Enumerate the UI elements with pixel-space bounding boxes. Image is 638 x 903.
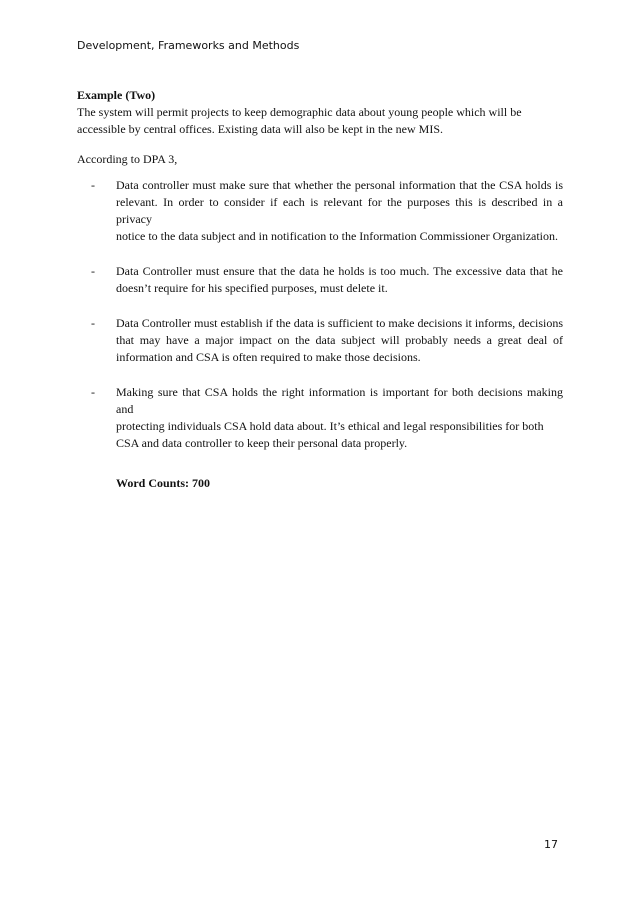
bullet-line: notice to the data subject and in notification to the Information Commissioner Organization.	[116, 229, 559, 243]
bullet-line: protecting individuals CSA hold data about. It’s ethical and legal responsibilities for both	[116, 419, 544, 433]
intro-paragraph	[77, 104, 562, 138]
bullet-line: doesn’t require for his specified purposes, must delete it.	[116, 281, 388, 295]
bullet-line: Making sure that CSA holds the right information is important for both decisions making and	[116, 385, 563, 416]
bullet-dash: -	[91, 264, 95, 278]
bullet-line: Data controller must make sure that whether the personal information that the CSA holds is	[116, 178, 563, 192]
intro-line: accessible by central offices. Existing data will also be kept in the new MIS.	[77, 122, 444, 136]
bullet-list	[91, 177, 563, 470]
bullet-item	[91, 384, 563, 452]
section-heading: Example (Two)	[77, 88, 156, 102]
word-count: Word Counts: 700	[116, 476, 211, 490]
bullet-line: relevant. In order to consider if each is relevant for the purposes this is described in a privacy	[116, 195, 563, 226]
bullet-line: CSA and data controller to keep their personal data properly.	[116, 436, 408, 450]
bullet-dash: -	[91, 385, 95, 399]
bullet-dash: -	[91, 316, 95, 330]
bullet-line: that may have a major impact on the data subject will probably needs a great deal of	[116, 333, 563, 347]
bullet-line: Data Controller must ensure that the data he holds is too much. The excessive data that he	[116, 264, 563, 278]
bullet-line: information and CSA is often required to make those decisions.	[116, 350, 421, 364]
bullet-item	[91, 263, 563, 297]
page-number: 17	[544, 838, 558, 851]
intro-line: The system will permit projects to keep demographic data about young people which will be	[77, 105, 522, 119]
bullet-line: Data Controller must establish if the data is sufficient to make decisions it informs, decisions	[116, 316, 563, 330]
bullet-item	[91, 177, 563, 245]
bullet-dash: -	[91, 178, 95, 192]
bullet-item	[91, 315, 563, 366]
running-header: Development, Frameworks and Methods	[77, 39, 300, 52]
according-line: According to DPA 3,	[77, 152, 178, 166]
